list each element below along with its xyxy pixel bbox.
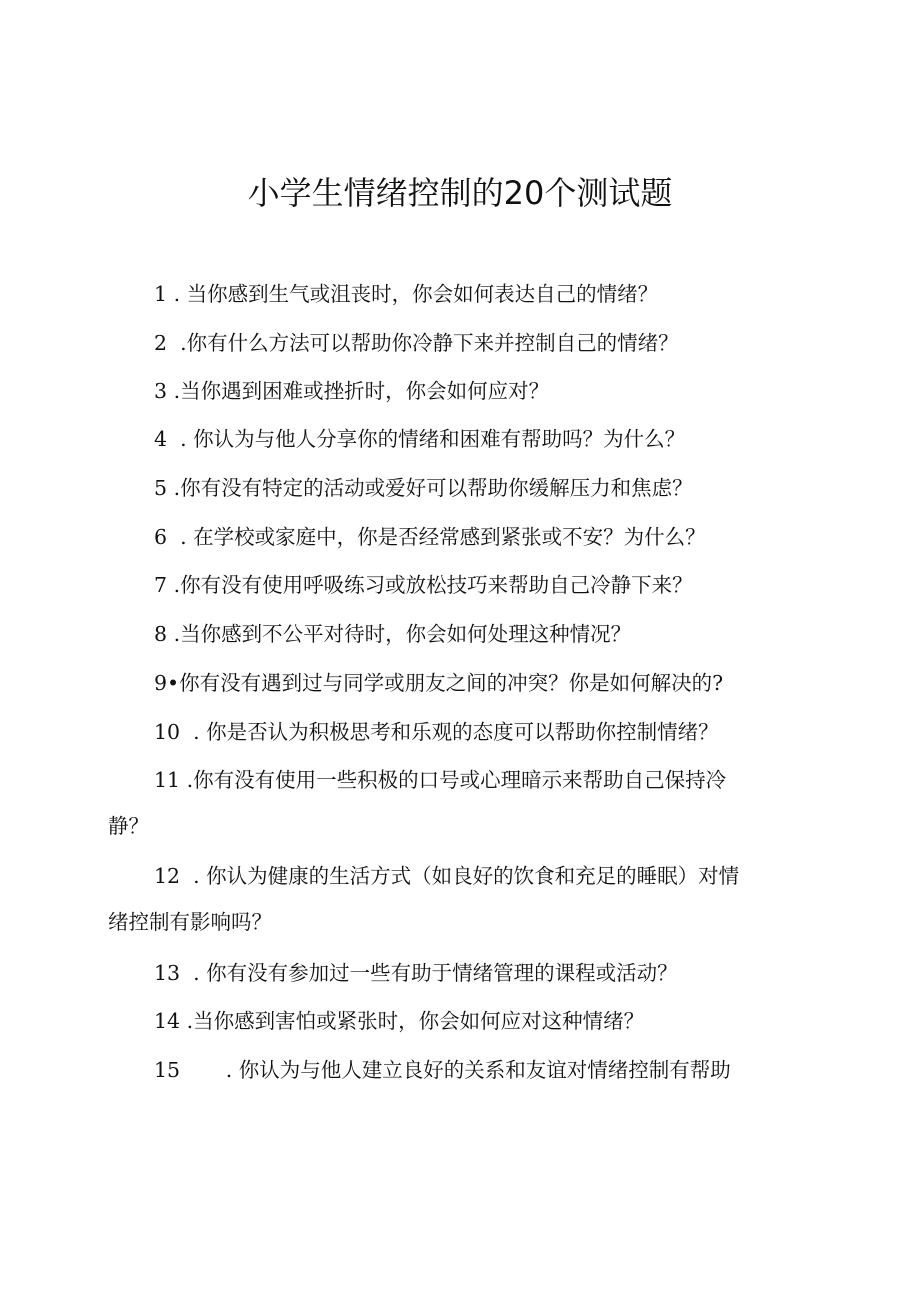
question-separator: . <box>167 282 187 306</box>
question-separator: . <box>180 720 207 744</box>
question-11 <box>108 757 818 849</box>
question-separator: . <box>167 476 181 500</box>
question-number: 4 <box>154 427 168 451</box>
question-number: 14 <box>154 1009 181 1033</box>
question-number: 8 <box>154 622 168 646</box>
question-text: 你有没有使用一些积极的口号或心理暗示来帮助自己保持冷 <box>193 768 727 792</box>
question-number: 3 <box>154 379 168 403</box>
question-text: 你有什么方法可以帮助你冷静下来并控制自己的情绪？ <box>186 331 679 355</box>
question-text: 你有没有参加过一些有助于情绪管理的课程或活动？ <box>206 961 678 985</box>
question-text: 你有没有特定的活动或爱好可以帮助你缓解压力和焦虑？ <box>180 476 693 500</box>
question-text: 你认为与他人分享你的情绪和困难有帮助吗？为什么？ <box>193 427 686 451</box>
question-6 <box>108 514 818 560</box>
question-number: 15 <box>154 1058 181 1082</box>
question-separator: . <box>167 573 181 597</box>
question-text: 你有没有使用呼吸练习或放松技巧来帮助自己冷静下来？ <box>180 573 693 597</box>
question-text-continuation: 静？ <box>108 814 149 838</box>
question-separator: . <box>180 768 194 792</box>
question-text: 当你遇到困难或挫折时，你会如何应对？ <box>180 379 550 403</box>
question-1 <box>108 271 818 317</box>
question-number: 12 <box>154 864 181 888</box>
question-separator: . <box>180 1058 239 1082</box>
question-text: 当你感到不公平对待时，你会如何处理这种情况？ <box>180 622 632 646</box>
question-5 <box>108 465 818 511</box>
question-text: 你认为健康的生活方式（如良好的饮食和充足的睡眠）对情 <box>206 864 740 888</box>
question-number: 2 <box>154 331 168 355</box>
question-text: 在学校或家庭中，你是否经常感到紧张或不安？为什么？ <box>193 525 706 549</box>
question-separator: . <box>167 379 181 403</box>
question-number: 1 <box>154 282 168 306</box>
question-number: 9 <box>154 671 168 695</box>
question-number: 10 <box>154 720 181 744</box>
question-4 <box>108 416 818 462</box>
question-10 <box>108 709 818 755</box>
question-13 <box>108 950 818 996</box>
question-7 <box>108 562 818 608</box>
question-separator: . <box>167 525 194 549</box>
question-separator: . <box>167 331 187 355</box>
question-12 <box>108 853 818 945</box>
question-15 <box>108 1047 818 1093</box>
question-separator: • <box>167 671 180 695</box>
question-2 <box>108 320 818 366</box>
question-number: 13 <box>154 961 181 985</box>
question-9 <box>108 660 818 706</box>
question-text: 你是否认为积极思考和乐观的态度可以帮助你控制情绪？ <box>206 720 719 744</box>
question-3 <box>108 368 818 414</box>
question-separator: . <box>167 427 194 451</box>
page-title: 小学生情绪控制的20个测试题 <box>247 174 673 212</box>
question-number: 7 <box>154 573 168 597</box>
question-number: 5 <box>154 476 168 500</box>
question-number: 11 <box>154 768 181 792</box>
question-separator: . <box>167 622 181 646</box>
question-text: 你认为与他人建立良好的关系和友谊对情绪控制有帮助 <box>238 1058 731 1082</box>
question-8 <box>108 611 818 657</box>
question-separator: . <box>180 864 207 888</box>
question-separator: . <box>180 961 207 985</box>
question-text: 你有没有遇到过与同学或朋友之间的冲突？你是如何解决的? <box>179 671 724 695</box>
question-separator: . <box>180 1009 194 1033</box>
question-text: 当你感到害怕或紧张时，你会如何应对这种情绪？ <box>193 1009 645 1033</box>
question-text: 当你感到生气或沮丧时，你会如何表达自己的情绪？ <box>186 282 659 306</box>
question-14 <box>108 998 818 1044</box>
question-number: 6 <box>154 525 168 549</box>
question-text-continuation: 绪控制有影响吗？ <box>108 910 272 934</box>
